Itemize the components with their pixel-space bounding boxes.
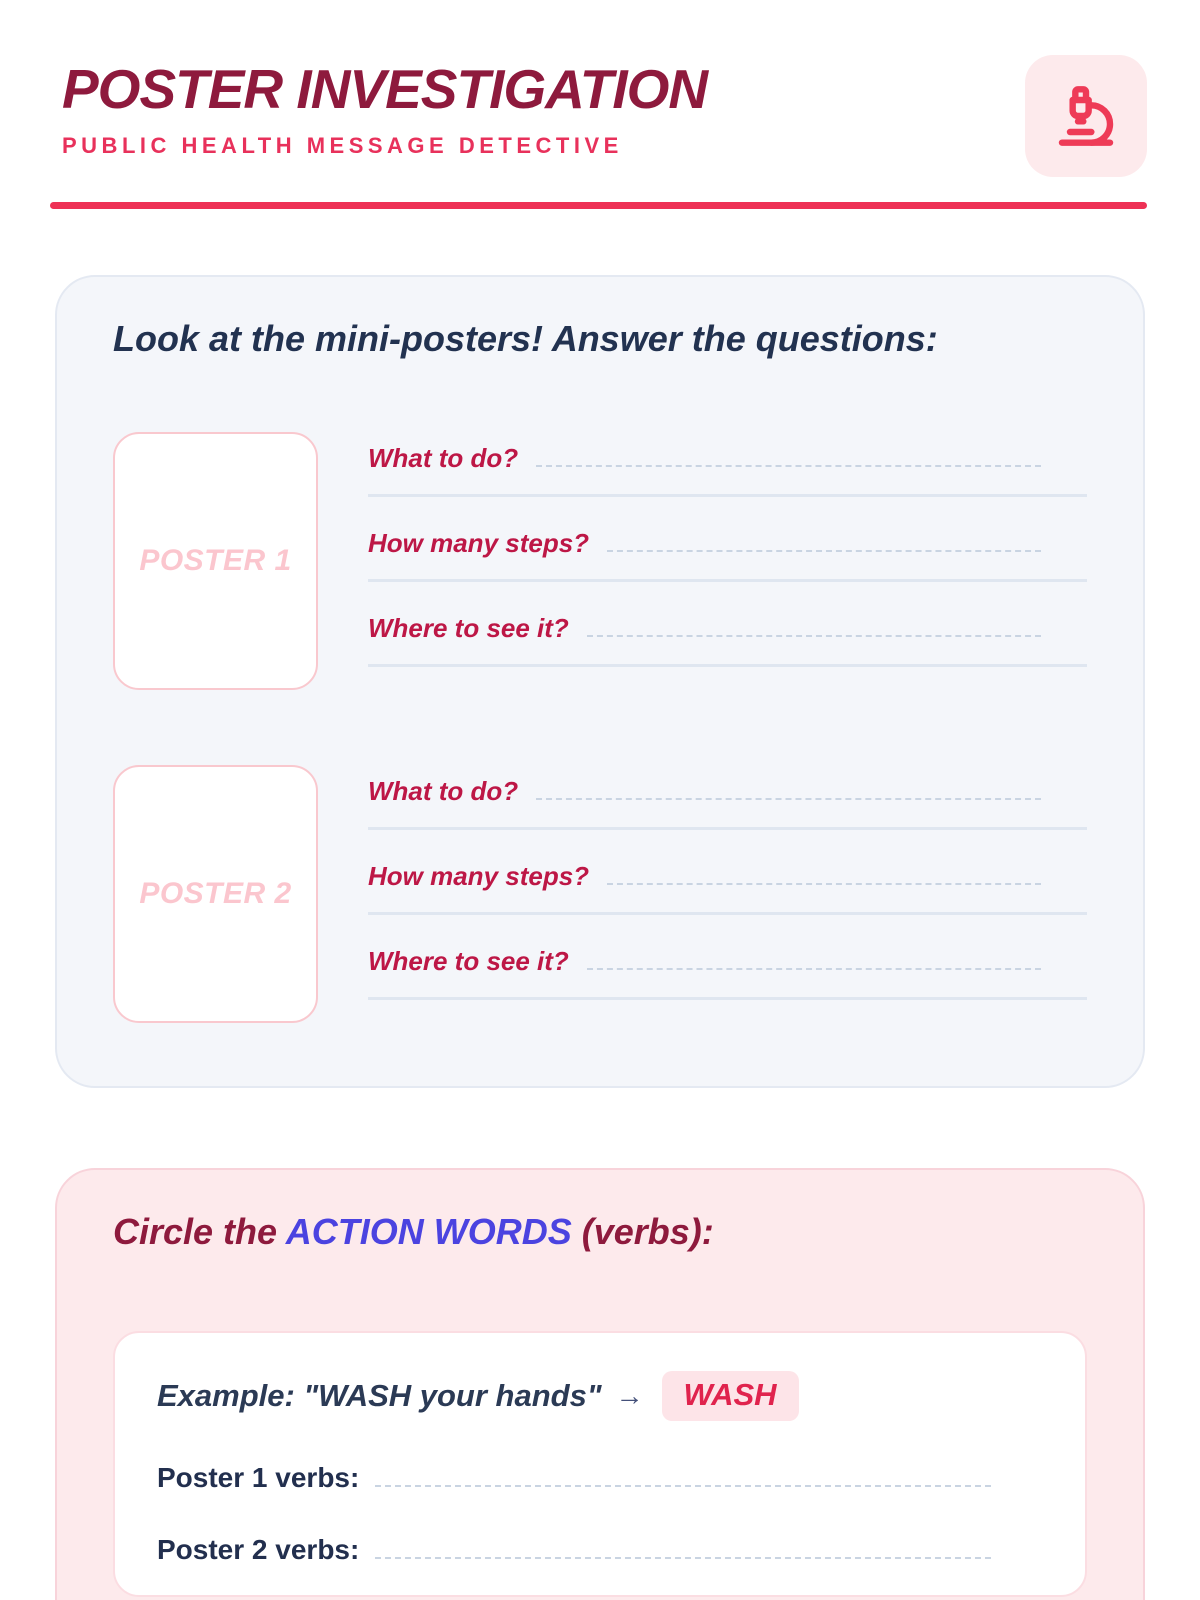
question-label: What to do? (368, 443, 519, 473)
poster-2-verbs-field (157, 1533, 1039, 1567)
verbs-heading-suffix: (verbs): (571, 1211, 714, 1252)
question-label: How many steps? (368, 528, 590, 558)
answer-line-poster2-what[interactable] (536, 798, 1041, 800)
answer-line-poster1-what[interactable] (536, 465, 1041, 467)
poster-1-row (113, 432, 1087, 690)
arrow-right-icon: → (615, 1380, 644, 1411)
example-text: Example: "WASH your hands" (157, 1378, 602, 1413)
section-verbs (55, 1168, 1145, 1600)
question-row (368, 525, 1087, 582)
question-label: Where to see it? (368, 946, 569, 976)
answer-line-poster1-verbs[interactable] (375, 1485, 991, 1487)
question-row (368, 610, 1087, 667)
header-divider (50, 202, 1147, 209)
question-row (368, 440, 1087, 497)
poster-1-placeholder-label: POSTER 1 (139, 544, 292, 577)
verbs-card (113, 1331, 1087, 1597)
answer-line-poster2-verbs[interactable] (375, 1557, 991, 1559)
section-posters (55, 275, 1145, 1088)
answer-line-poster1-steps[interactable] (607, 550, 1041, 552)
poster-2-row (113, 765, 1087, 1023)
page-title: POSTER INVESTIGATION (62, 58, 708, 120)
verbs-heading-highlight: ACTION WORDS (285, 1211, 572, 1252)
poster-1-verbs-label: Poster 1 verbs: (157, 1462, 360, 1493)
answer-line-poster2-where[interactable] (587, 968, 1041, 970)
poster-2-verbs-label: Poster 2 verbs: (157, 1534, 360, 1565)
question-label: What to do? (368, 776, 519, 806)
example-row (157, 1371, 1039, 1421)
poster-1-questions (368, 432, 1087, 690)
answer-line-poster2-steps[interactable] (607, 883, 1041, 885)
question-row (368, 858, 1087, 915)
poster-2-questions (368, 765, 1087, 1023)
posters-heading: Look at the mini-posters! Answer the questions: (113, 318, 938, 359)
question-label: How many steps? (368, 861, 590, 891)
poster-1-placeholder (113, 432, 318, 690)
poster-1-verbs-field (157, 1461, 1039, 1495)
poster-2-placeholder-label: POSTER 2 (139, 877, 292, 910)
microscope-icon (1054, 84, 1118, 148)
verbs-heading (113, 1210, 1087, 1253)
poster-2-placeholder (113, 765, 318, 1023)
question-row (368, 943, 1087, 1000)
question-row (368, 773, 1087, 830)
verbs-heading-prefix: Circle the (113, 1211, 286, 1252)
question-label: Where to see it? (368, 613, 569, 643)
header (0, 0, 1200, 159)
answer-line-poster1-where[interactable] (587, 635, 1041, 637)
page-subtitle: PUBLIC HEALTH MESSAGE DETECTIVE (62, 133, 623, 158)
example-answer-chip: WASH (662, 1371, 799, 1421)
microscope-icon-badge (1025, 55, 1147, 177)
